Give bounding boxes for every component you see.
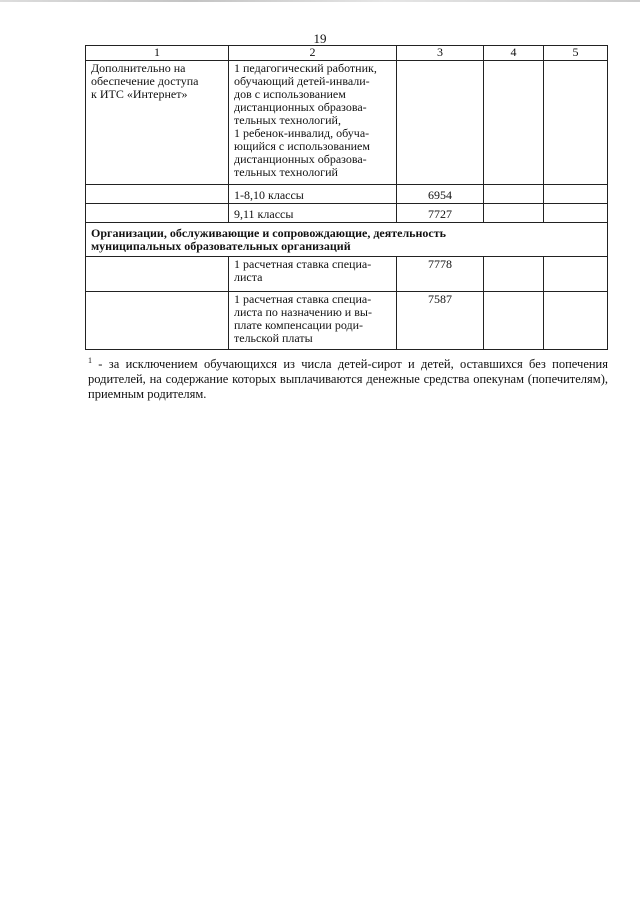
row-value-cell: 7778	[397, 257, 484, 292]
row-description-cell: 1 педагогический работник, обучающий детей-инвали- дов с использованием дистанционных образова- тельных технологий, 1 ребенок-инвалид, обуча- ющийся с использованием дистанционных образова- тельных технологий	[229, 61, 397, 185]
section-row	[86, 223, 608, 257]
row-category-cell	[86, 185, 229, 204]
column-header-2: 2	[229, 46, 397, 61]
row-value-cell	[397, 61, 484, 185]
row-col5-cell	[544, 204, 608, 223]
row-col4-cell	[484, 204, 544, 223]
footnote-text: - за исключением обучающихся из числа детей-сирот и детей, оставшихся без попечения родителей, на содержание которых выплачиваются денежные средства опекунам (попечителям), приемным родителям.	[88, 357, 608, 401]
scan-edge	[0, 0, 640, 2]
table-row	[86, 257, 608, 292]
row-value-cell: 6954	[397, 185, 484, 204]
row-category-cell	[86, 257, 229, 292]
row-col4-cell	[484, 292, 544, 350]
column-header-5: 5	[544, 46, 608, 61]
row-col5-cell	[544, 61, 608, 185]
row-col5-cell	[544, 185, 608, 204]
row-description-cell: 1-8,10 классы	[229, 185, 397, 204]
row-category-cell	[86, 292, 229, 350]
row-description-cell: 1 расчетная ставка специа- листа по назначению и вы- плате компенсации роди- тельской платы	[229, 292, 397, 350]
column-header-4: 4	[484, 46, 544, 61]
table-header-row	[86, 46, 608, 61]
table-row	[86, 61, 608, 185]
row-description-cell: 9,11 классы	[229, 204, 397, 223]
row-col4-cell	[484, 185, 544, 204]
table-row	[86, 292, 608, 350]
row-value-cell: 7587	[397, 292, 484, 350]
table-row	[86, 185, 608, 204]
row-col5-cell	[544, 257, 608, 292]
footnote	[88, 357, 608, 402]
row-col4-cell	[484, 61, 544, 185]
row-col5-cell	[544, 292, 608, 350]
section-title: Организации, обслуживающие и сопровождающие, деятельность муниципальных образовательных организаций	[86, 223, 608, 257]
row-value-cell: 7727	[397, 204, 484, 223]
footnote-marker: 1	[88, 355, 92, 365]
row-category-cell	[86, 204, 229, 223]
row-category-cell: Дополнительно на обеспечение доступа к ИТС «Интернет»	[86, 61, 229, 185]
row-col4-cell	[484, 257, 544, 292]
page-number: 19	[313, 31, 327, 46]
table-row	[86, 204, 608, 223]
allocation-table	[85, 45, 608, 350]
column-header-3: 3	[397, 46, 484, 61]
column-header-1: 1	[86, 46, 229, 61]
row-description-cell: 1 расчетная ставка специа- листа	[229, 257, 397, 292]
